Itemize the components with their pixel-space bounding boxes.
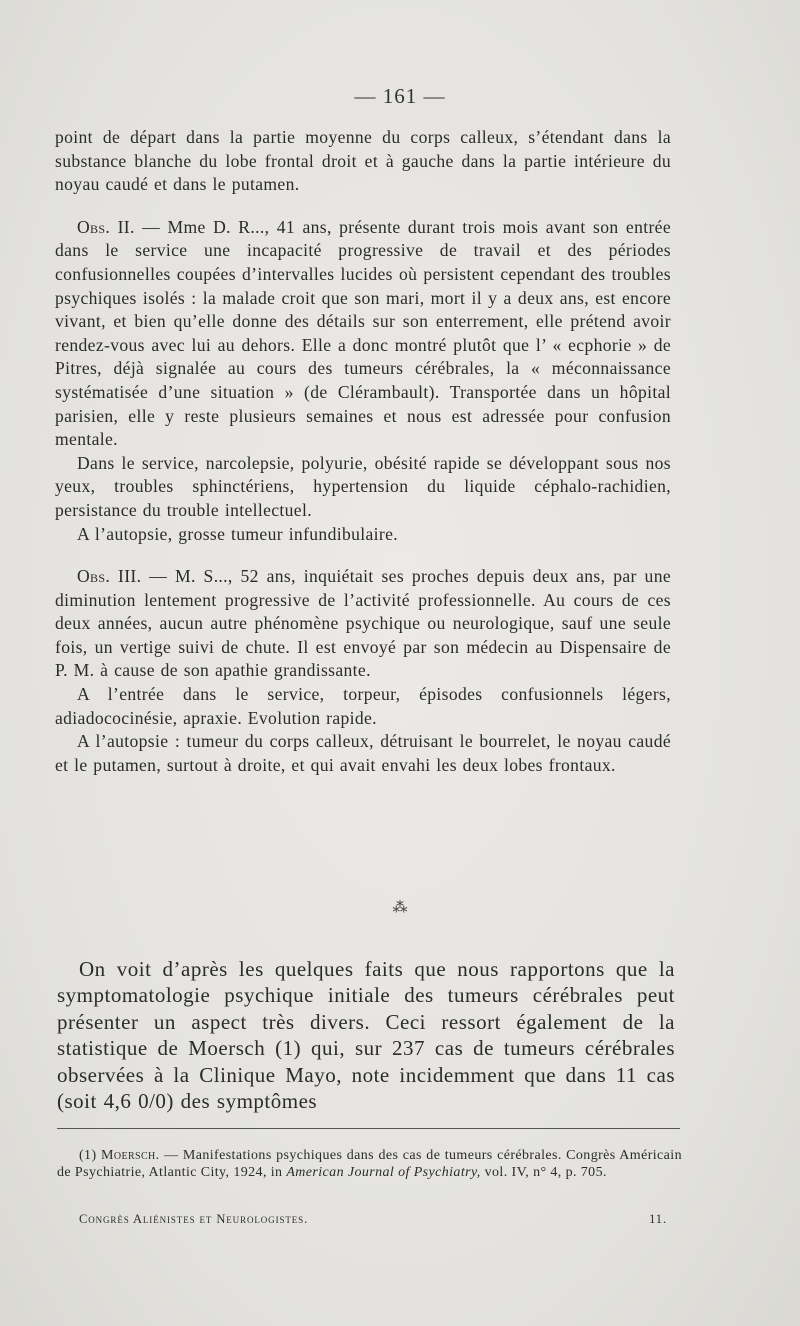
footnote-journal-title: American Journal of Psychiatry,: [286, 1165, 481, 1181]
paragraph: [55, 523, 671, 547]
paragraph-text: Dans le service, narcolepsie, polyurie, obésité rapide se développant sous nos yeux, troubles sphinctériens, hypertension du liquide céphalo-rachidien, persistance du trouble intellectuel.: [55, 452, 671, 520]
footer-signature: Congrès Aliénistes et Neurologistes.: [79, 1212, 309, 1226]
footer-signature-number: 11.: [649, 1212, 667, 1226]
paragraph-text: point de départ dans la partie moyenne du corps calleux, s’étendant dans la substance blanche du lobe frontal droit et à gauche dans la partie intérieure du noyau caudé et dans le putamen.: [55, 127, 671, 195]
paragraph-text: — Mme D. R..., 41 ans, présente durant trois mois avant son entrée dans le service une incapacité progressive de travail et des périodes confusionnelles coupées d’intervalles lucides où persistent cependant des troubles psychiques isolés : la malade croit que son mari, mort il y a deux ans, est encore vivant, et bien qu’elle donne des détails sur son enterrement, elle prétend avoir rendez-vous avec lui au dehors. Elle a donc montré plutôt que l’ « ecphorie » de Pitres, déjà signalée au cours des tumeurs cérébrales, la « méconnaissance systématisée d’une situation » (de Clérambault). Transportée dans un hôpital parisien, elle y reste plusieurs semaines et nous est adressée pour confusion mentale.: [55, 216, 671, 450]
body-text: [55, 126, 671, 777]
footnote-text: — Manifestations psychiques dans des cas de tumeurs cérébrales. Congrès Américain de Psychiatrie, Atlantic City, 1924, in: [57, 1148, 682, 1181]
observation-label: Obs. III.: [77, 566, 142, 587]
concluding-paragraph: [57, 956, 675, 1114]
footnote-author: Moersch.: [100, 1148, 160, 1163]
paragraph-text: A l’autopsie, grosse tumeur infundibulaire.: [77, 523, 399, 544]
paragraph: [55, 683, 671, 730]
paragraph-text: — M. S..., 52 ans, inquiétait ses proches depuis deux ans, par une diminution lentement progressive de l’activité professionnelle. Au cours de ces deux années, aucun autre phénomène psychique ou neurologique, sauf une seule fois, un vertige suivi de chute. Il est envoyé par son médecin au Dispensaire de P. M. à cause de son apathie grandissante.: [55, 566, 671, 681]
paragraph: [55, 452, 671, 523]
asterism-separator: ⁂: [392, 900, 408, 916]
paragraph-text: A l’entrée dans le service, torpeur, épisodes confusionnels légers, adiadococinésie, apraxie. Evolution rapide.: [55, 684, 671, 728]
footnote: [57, 1147, 682, 1181]
paragraph-text: A l’autopsie : tumeur du corps calleux, détruisant le bourrelet, le noyau caudé et le putamen, surtout à droite, et qui avait envahi les deux lobes frontaux.: [55, 731, 671, 775]
paragraph: [55, 730, 671, 777]
page-number: — 161 —: [354, 84, 446, 108]
observation-label: Obs. II.: [77, 216, 135, 237]
footnote-marker: (1): [79, 1148, 101, 1163]
paragraph-obs-2: [55, 216, 671, 452]
footnote-text-end: vol. IV, n° 4, p. 705.: [480, 1165, 607, 1181]
paragraph-text: On voit d’après les quelques faits que nous rapportons que la symptomatologie psychique initiale des tumeurs cérébrales peut présenter un aspect très divers. Ceci ressort également de la statistique de Moersch (1) qui, sur 237 cas de tumeurs cérébrales observées à la Clinique Mayo, note incidemment que dans 11 cas (soit 4,6 0/0) des symptômes: [57, 957, 675, 1114]
footnote-divider: [57, 1128, 680, 1129]
paragraph-obs-3: [55, 565, 671, 683]
paragraph: [55, 126, 671, 197]
